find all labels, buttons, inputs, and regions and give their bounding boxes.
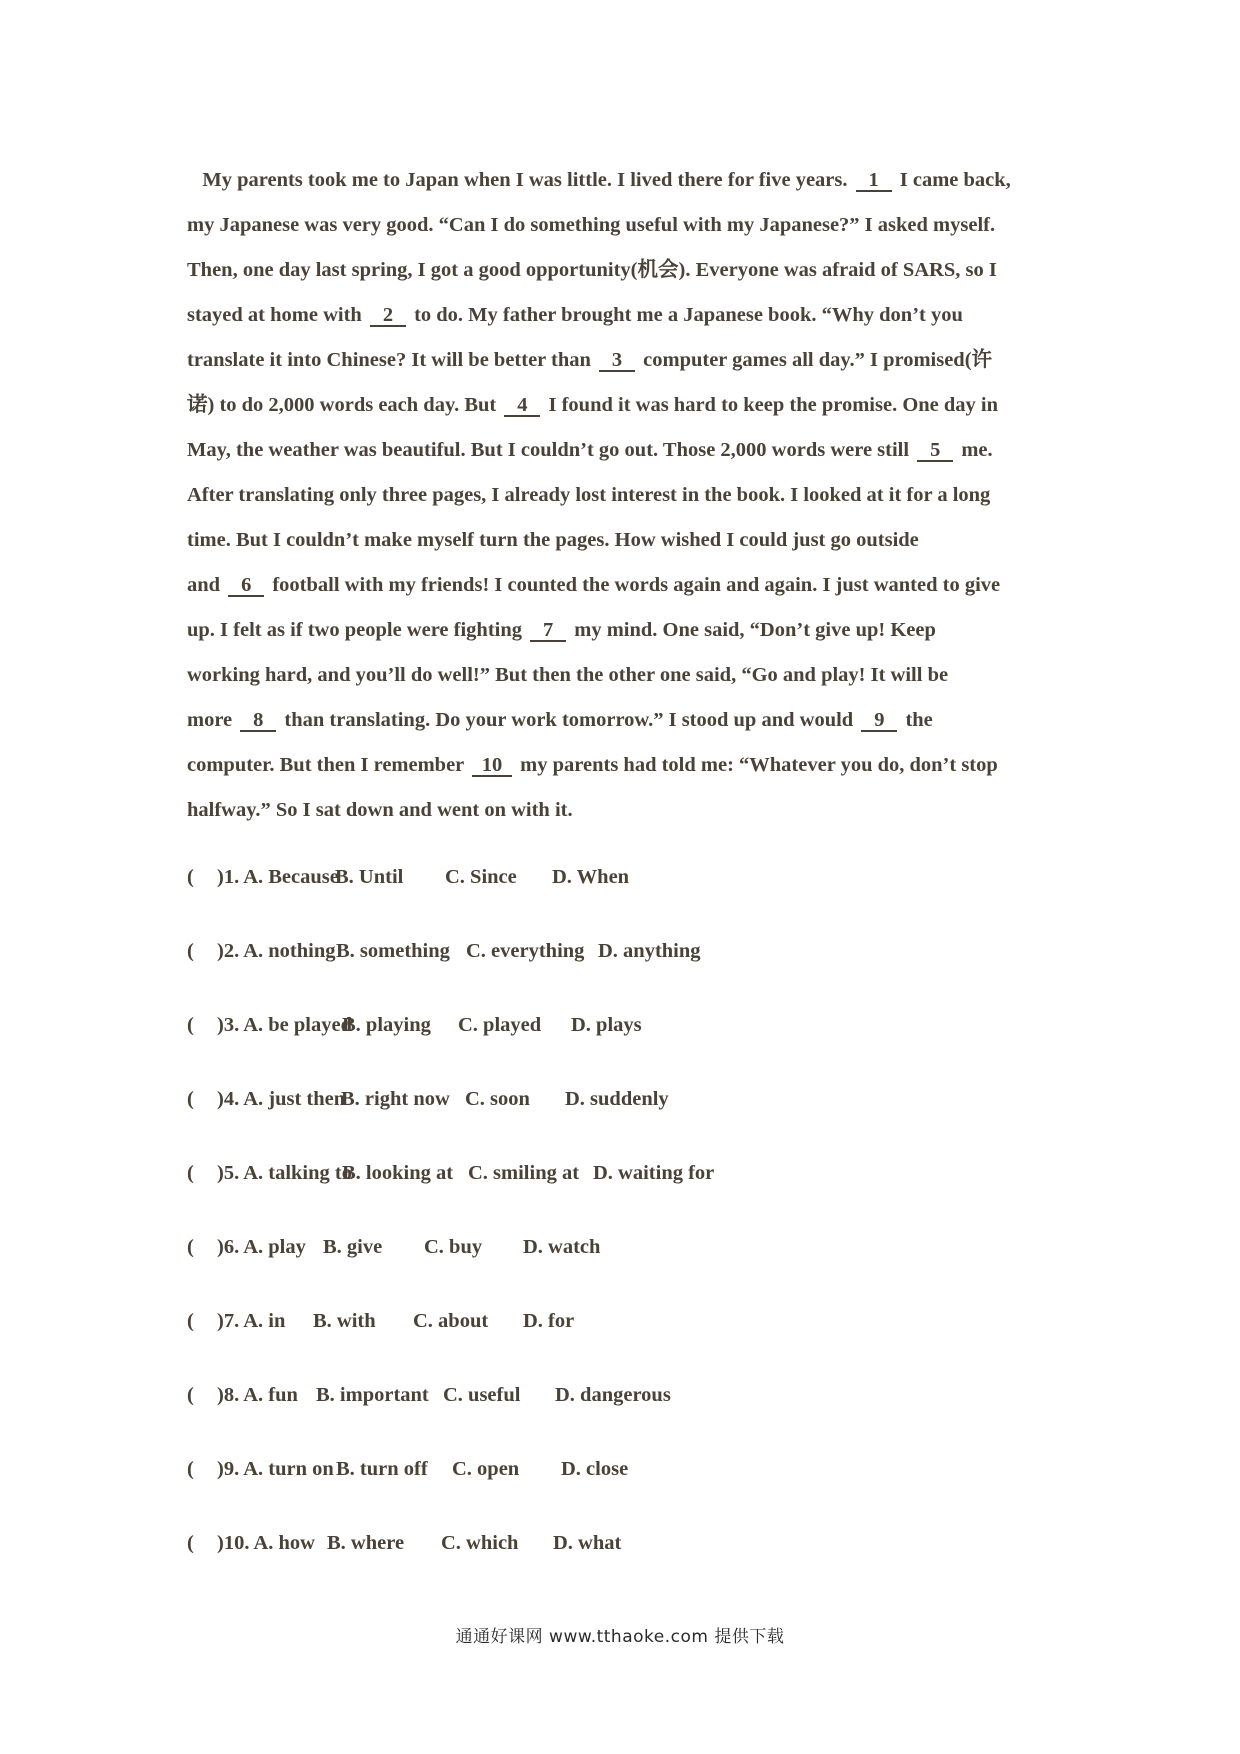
passage-text: and bbox=[187, 574, 226, 596]
passage-text: my Japanese was very good. “Can I do something useful with my Japanese?” I asked myself. bbox=[187, 214, 996, 236]
passage-line bbox=[187, 383, 1067, 428]
option-b: B. looking at bbox=[342, 1162, 454, 1184]
page-footer: 通通好课网 www.tthaoke.com 提供下载 bbox=[455, 1627, 785, 1647]
passage-line bbox=[187, 743, 1067, 788]
option-d: D. anything bbox=[598, 940, 701, 962]
option-c: C. about bbox=[413, 1310, 489, 1332]
passage-line bbox=[187, 608, 1067, 653]
option-b: B. turn off bbox=[336, 1458, 428, 1480]
cloze-passage bbox=[187, 158, 1067, 833]
blank-10: 10 bbox=[472, 755, 512, 777]
blank-2: 2 bbox=[370, 305, 406, 327]
passage-text: me. bbox=[956, 439, 993, 461]
passage-line bbox=[187, 293, 1067, 338]
option-c: C. buy bbox=[424, 1236, 483, 1258]
option-b: B. right now bbox=[341, 1088, 450, 1110]
passage-text: more bbox=[187, 709, 238, 731]
option-a: )2. A. nothing bbox=[217, 940, 336, 962]
passage-text: my parents had told me: “Whatever you do, don’t stop bbox=[515, 754, 998, 776]
option-d: D. what bbox=[553, 1532, 622, 1554]
passage-line bbox=[187, 158, 1067, 203]
option-a: )6. A. play bbox=[217, 1236, 306, 1258]
option-c: C. open bbox=[452, 1458, 520, 1480]
passage-line bbox=[187, 653, 1067, 698]
option-c: C. played bbox=[458, 1014, 542, 1036]
option-a: )10. A. how bbox=[217, 1532, 315, 1554]
passage-text: up. I felt as if two people were fighting bbox=[187, 619, 528, 641]
answer-paren[interactable]: ( bbox=[187, 1384, 194, 1406]
passage-text: After translating only three pages, I already lost interest in the book. I looked at it for a long bbox=[187, 484, 991, 506]
passage-text: I found it was hard to keep the promise. One day in bbox=[543, 394, 999, 416]
blank-7: 7 bbox=[530, 620, 566, 642]
blank-9: 9 bbox=[861, 710, 897, 732]
passage-text: stayed at home with bbox=[187, 304, 367, 326]
passage-text: translate it into Chinese? It will be better than bbox=[187, 349, 597, 371]
option-d: D. waiting for bbox=[593, 1162, 715, 1184]
option-a: )8. A. fun bbox=[217, 1384, 298, 1406]
passage-line bbox=[187, 428, 1067, 473]
option-b: B. important bbox=[316, 1384, 429, 1406]
blank-6: 6 bbox=[228, 575, 264, 597]
option-c: C. soon bbox=[465, 1088, 530, 1110]
option-b: B. something bbox=[336, 940, 450, 962]
option-b: B. where bbox=[327, 1532, 405, 1554]
passage-line bbox=[187, 473, 1067, 518]
option-a: )3. A. be played bbox=[217, 1014, 352, 1036]
option-c: C. useful bbox=[443, 1384, 521, 1406]
option-c: C. smiling at bbox=[468, 1162, 580, 1184]
passage-text: May, the weather was beautiful. But I couldn’t go out. Those 2,000 words were still bbox=[187, 439, 915, 461]
passage-line bbox=[187, 248, 1067, 293]
option-b: B. Until bbox=[335, 866, 404, 888]
blank-8: 8 bbox=[240, 710, 276, 732]
passage-text: My parents took me to Japan when I was little. I lived there for five years. bbox=[187, 169, 853, 191]
blank-1: 1 bbox=[856, 170, 892, 192]
passage-line bbox=[187, 698, 1067, 743]
option-d: D. When bbox=[552, 866, 630, 888]
answer-paren[interactable]: ( bbox=[187, 1236, 194, 1258]
answer-paren[interactable]: ( bbox=[187, 1310, 194, 1332]
passage-text: halfway.” So I sat down and went on with it. bbox=[187, 799, 573, 821]
passage-text: I came back, bbox=[894, 169, 1011, 191]
passage-text: Then, one day last spring, I got a good opportunity(机会). Everyone was afraid of SARS, so I bbox=[187, 259, 997, 281]
answer-paren[interactable]: ( bbox=[187, 1088, 194, 1110]
blank-3: 3 bbox=[599, 350, 635, 372]
passage-text: than translating. Do your work tomorrow.” I stood up and would bbox=[279, 709, 859, 731]
passage-text: the bbox=[900, 709, 933, 731]
option-d: D. for bbox=[523, 1310, 575, 1332]
blank-5: 5 bbox=[917, 440, 953, 462]
option-d: D. watch bbox=[523, 1236, 601, 1258]
option-b: B. with bbox=[313, 1310, 376, 1332]
answer-paren[interactable]: ( bbox=[187, 866, 194, 888]
option-d: D. close bbox=[561, 1458, 629, 1480]
passage-line bbox=[187, 518, 1067, 563]
passage-text: my mind. One said, “Don’t give up! Keep bbox=[569, 619, 936, 641]
blank-4: 4 bbox=[504, 395, 540, 417]
option-a: )9. A. turn on bbox=[217, 1458, 334, 1480]
passage-text: computer. But then I remember bbox=[187, 754, 470, 776]
passage-line bbox=[187, 563, 1067, 608]
passage-line bbox=[187, 338, 1067, 383]
option-c: C. which bbox=[441, 1532, 519, 1554]
passage-text: working hard, and you’ll do well!” But then the other one said, “Go and play! It will be bbox=[187, 664, 949, 686]
option-a: )4. A. just then bbox=[217, 1088, 346, 1110]
passage-line bbox=[187, 788, 1067, 833]
option-c: C. everything bbox=[466, 940, 585, 962]
option-d: D. plays bbox=[571, 1014, 642, 1036]
passage-line bbox=[187, 203, 1067, 248]
passage-text: to do. My father brought me a Japanese book. “Why don’t you bbox=[408, 304, 963, 326]
option-b: B. give bbox=[323, 1236, 383, 1258]
option-d: D. dangerous bbox=[555, 1384, 671, 1406]
option-a: )1. A. Because bbox=[217, 866, 339, 888]
answer-paren[interactable]: ( bbox=[187, 1162, 194, 1184]
option-a: )5. A. talking to bbox=[217, 1162, 352, 1184]
answer-paren[interactable]: ( bbox=[187, 1458, 194, 1480]
option-b: B. playing bbox=[342, 1014, 431, 1036]
answer-paren[interactable]: ( bbox=[187, 940, 194, 962]
option-a: )7. A. in bbox=[217, 1310, 286, 1332]
answer-paren[interactable]: ( bbox=[187, 1532, 194, 1554]
passage-text: 诺) to do 2,000 words each day. But bbox=[187, 394, 502, 416]
passage-text: computer games all day.” I promised(许 bbox=[638, 349, 993, 371]
option-c: C. Since bbox=[445, 866, 517, 888]
passage-text: time. But I couldn’t make myself turn the pages. How wished I could just go outside bbox=[187, 529, 919, 551]
option-d: D. suddenly bbox=[565, 1088, 669, 1110]
passage-text: football with my friends! I counted the words again and again. I just wanted to give bbox=[267, 574, 1001, 596]
answer-paren[interactable]: ( bbox=[187, 1014, 194, 1036]
